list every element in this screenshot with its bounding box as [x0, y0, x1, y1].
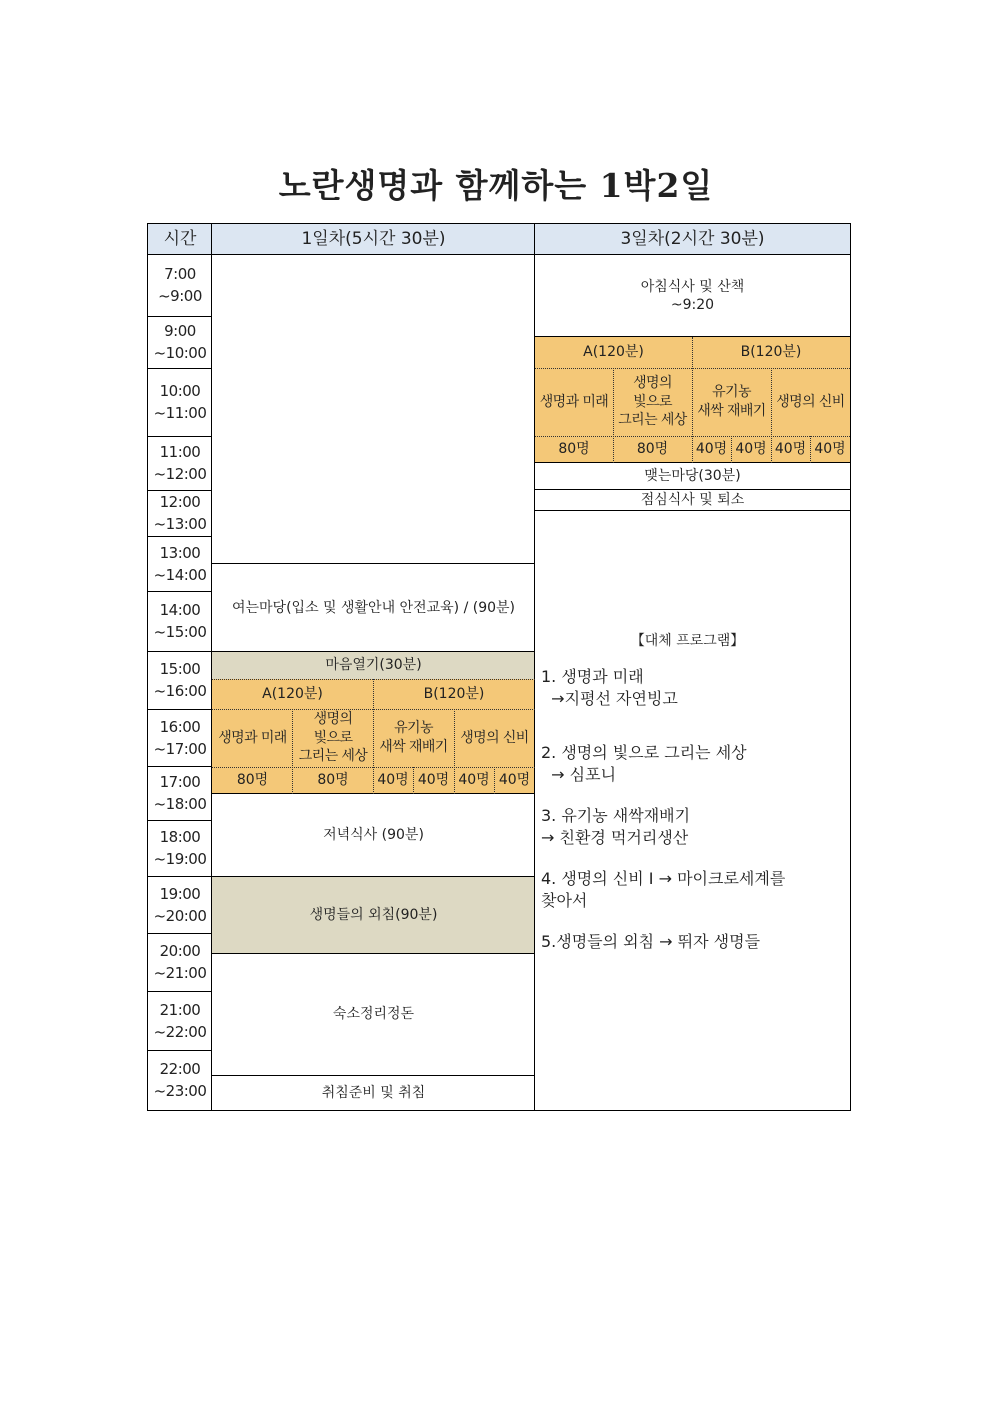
dotted-divider — [613, 368, 614, 463]
day1-program-organic-sprout: 유기농 새싹 재배기 — [373, 709, 454, 767]
time-slot: 18:00 ~19:00 — [153, 828, 207, 868]
time-slot: 15:00 ~16:00 — [153, 660, 207, 700]
header-day3: 3일차(2시간 30분) — [535, 224, 850, 255]
day3-count: 80명 — [613, 436, 692, 463]
day3-breakfast: 아침식사 및 산책 ~9:20 — [640, 278, 745, 313]
dotted-divider — [454, 709, 455, 794]
day1-program-life-mystery: 생명의 신비 — [454, 709, 535, 767]
row-divider — [211, 1075, 535, 1076]
alternative-item: 5.생명들의 외침 → 뛰자 생명들 — [541, 932, 761, 951]
day1-cleanup: 숙소정리정돈 — [332, 1006, 415, 1023]
column-divider — [211, 223, 212, 1111]
day1-count: 40명 — [373, 767, 413, 794]
row-divider — [147, 709, 212, 710]
row-divider — [147, 651, 212, 652]
row-divider — [147, 591, 212, 592]
alternative-item: 3. 유기농 새싹재배기 → 친환경 먹거리생산 — [541, 806, 691, 847]
day3-program-life-mystery: 생명의 신비 — [771, 368, 850, 436]
header-day1: 1일차(5시간 30분) — [212, 224, 535, 255]
day3-group-a: A(120분) — [535, 337, 692, 368]
alternative-item: 1. 생명과 미래 →지평선 자연빙고 — [541, 667, 678, 708]
row-divider — [147, 368, 212, 369]
row-divider — [147, 1050, 212, 1051]
day1-group-a: A(120분) — [212, 679, 373, 709]
row-divider — [147, 766, 212, 767]
column-divider — [534, 223, 535, 1111]
time-slot: 22:00 ~23:00 — [153, 1060, 207, 1100]
row-divider — [211, 651, 535, 652]
alternative-title: 【대체 프로그램】 — [630, 633, 745, 649]
row-divider — [147, 436, 212, 437]
table-border — [147, 223, 851, 224]
row-divider — [147, 536, 212, 537]
time-slot: 10:00 ~11:00 — [153, 382, 207, 422]
day1-count: 40명 — [494, 767, 535, 794]
time-slot: 16:00 ~17:00 — [153, 717, 207, 758]
row-divider — [534, 510, 851, 511]
alternative-item: 4. 생명의 신비 Ⅰ → 마이크로세계를 찾아서 — [541, 869, 786, 910]
day3-count: 40명 — [771, 436, 810, 463]
row-divider — [211, 953, 535, 954]
alternative-programs — [541, 630, 841, 972]
row-divider — [211, 876, 535, 877]
day1-count: 40명 — [454, 767, 494, 794]
dotted-divider — [373, 679, 374, 794]
time-slot: 17:00 ~18:00 — [153, 773, 207, 813]
row-divider — [147, 316, 212, 317]
dotted-divider — [731, 436, 732, 463]
time-slot: 11:00 ~12:00 — [153, 443, 207, 483]
day1-dinner: 저녁식사 (90분) — [323, 827, 424, 844]
day1-count: 80명 — [212, 767, 293, 794]
time-slot: 7:00 ~9:00 — [158, 264, 202, 305]
day3-program-organic-sprout: 유기농 새싹 재배기 — [692, 368, 771, 436]
row-divider — [147, 991, 212, 992]
day1-group-b: B(120분) — [373, 679, 535, 709]
day1-heart-open: 마음열기(30분) — [212, 652, 535, 679]
day3-count: 40명 — [731, 436, 771, 463]
dotted-divider — [810, 436, 811, 463]
dotted-divider — [413, 767, 414, 794]
dotted-divider — [494, 767, 495, 794]
header-time: 시간 — [148, 224, 212, 255]
day3-count: 80명 — [535, 436, 613, 463]
time-slot: 13:00 ~14:00 — [153, 543, 207, 584]
time-slot: 9:00 ~10:00 — [153, 321, 207, 362]
row-divider — [534, 489, 851, 490]
time-slot: 19:00 ~20:00 — [153, 884, 207, 925]
row-divider — [147, 820, 212, 821]
table-border — [850, 223, 851, 1111]
day1-count: 80명 — [293, 767, 373, 794]
day1-count: 40명 — [413, 767, 454, 794]
dotted-divider — [771, 368, 772, 463]
table-border — [147, 223, 148, 1111]
alternative-item: 2. 생명의 빛으로 그리는 세상 → 심포니 — [541, 743, 747, 784]
day1-program-light-world: 생명의 빛으로 그리는 세상 — [293, 709, 373, 767]
row-divider — [147, 490, 212, 491]
day3-count: 40명 — [810, 436, 850, 463]
row-divider — [211, 563, 535, 564]
day1-program-life-future: 생명과 미래 — [212, 709, 293, 767]
row-divider — [147, 933, 212, 934]
day1-cries: 생명들의 외침(90분) — [212, 877, 535, 954]
day1-bedtime: 취침준비 및 취침 — [321, 1084, 426, 1101]
row-divider — [147, 254, 851, 255]
day3-group-b: B(120분) — [692, 337, 850, 368]
day3-lunch: 점심식사 및 퇴소 — [640, 492, 745, 509]
dotted-divider — [292, 709, 293, 794]
dotted-divider — [692, 337, 693, 463]
day3-program-light-world: 생명의 빛으로 그리는 세상 — [613, 368, 692, 436]
day1-opening: 여는마당(입소 및 생활안내 안전교육) / (90분) — [231, 599, 515, 616]
time-slot: 12:00 ~13:00 — [153, 493, 207, 533]
time-slot: 21:00 ~22:00 — [153, 1000, 207, 1041]
row-divider — [147, 876, 212, 877]
day3-closing: 맺는마당(30분) — [644, 468, 741, 485]
day3-count: 40명 — [692, 436, 731, 463]
time-slot: 20:00 ~21:00 — [153, 942, 207, 982]
time-slot: 14:00 ~15:00 — [153, 601, 207, 641]
table-border — [147, 1110, 851, 1111]
document-title: 노란생명과 함께하는 1박2일 — [278, 166, 714, 205]
day3-program-life-future: 생명과 미래 — [535, 368, 613, 436]
